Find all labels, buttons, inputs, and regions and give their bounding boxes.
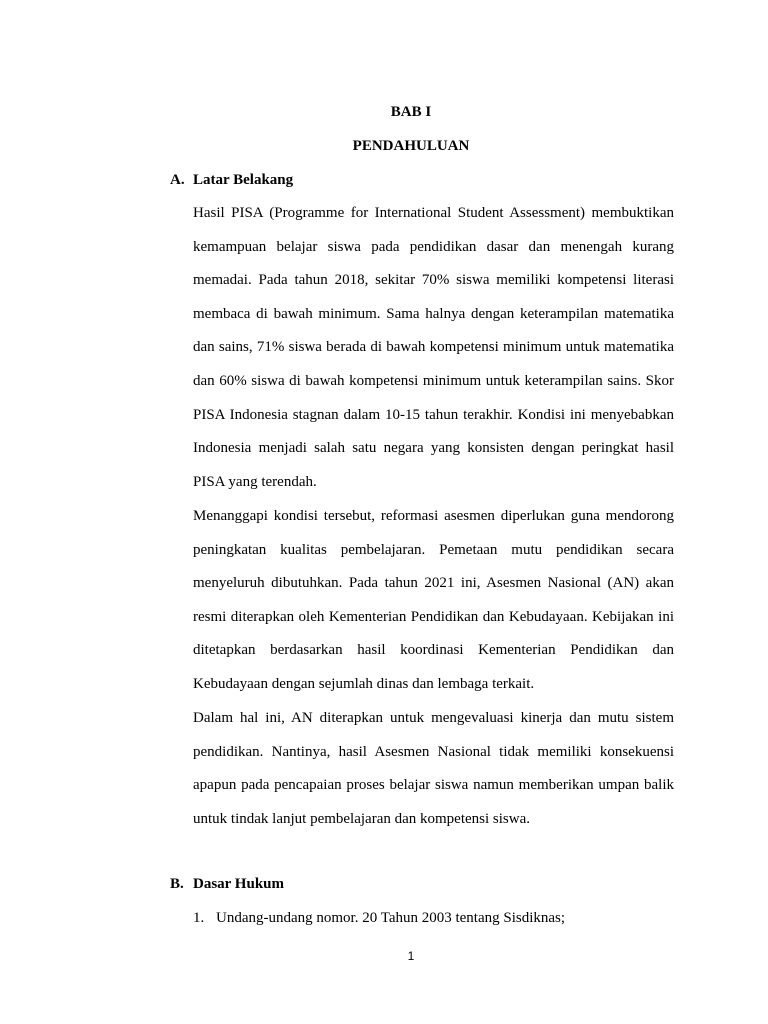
paragraph: Menanggapi kondisi tersebut, reformasi asesmen diperlukan guna mendorong peningkatan kualitas pembelajaran. Pemetaan mutu pendidikan secara menyeluruh dibutuhkan. Pada tahun 2021 ini, Asesmen Nasional (AN) akan resmi diterapkan oleh Kementerian Pendidikan dan Kebudayaan. Kebijakan ini ditetapkan berdasarkan hasil koordinasi Kementerian Pendidikan dan Kebudayaan dengan sejumlah dinas dan lembaga terkait. — [193, 508, 674, 692]
section-heading-dasar-hukum — [170, 874, 284, 894]
section-heading-latar-belakang — [170, 170, 293, 190]
section-letter: B. — [170, 876, 184, 892]
page-number: 1 — [407, 949, 415, 963]
list-item-number: 1. — [193, 910, 205, 926]
section-letter: A. — [170, 172, 185, 188]
paragraph: Dalam hal ini, AN diterapkan untuk mengevaluasi kinerja dan mutu sistem pendidikan. Nantinya, hasil Asesmen Nasional tidak memiliki konsekuensi apapun pada pencapaian proses belajar siswa namun memberikan umpan balik untuk tindak lanjut pembelajaran dan kompetensi siswa. — [193, 710, 674, 827]
list-item-text: Undang-undang nomor. 20 Tahun 2003 tentang Sisdiknas; — [216, 910, 566, 926]
section-title: Latar Belakang — [193, 172, 294, 188]
list-item — [193, 908, 565, 928]
section-title: Dasar Hukum — [193, 876, 284, 892]
chapter-number: BAB I — [390, 104, 432, 120]
legal-basis-list — [193, 908, 565, 928]
paragraph: Hasil PISA (Programme for International Student Assessment) membuktikan kemampuan belajar siswa pada pendidikan dasar dan menengah kurang memadai. Pada tahun 2018, sekitar 70% siswa memiliki kompetensi literasi membaca di bawah minimum. Sama halnya dengan keterampilan matematika dan sains, 71% siswa berada di bawah kompetensi minimum untuk matematika dan 60% siswa di bawah kompetensi minimum untuk keterampilan sains. Skor PISA Indonesia stagnan dalam 10-15 tahun terakhir. Kondisi ini menyebabkan Indonesia menjadi salah satu negara yang konsisten dengan peringkat hasil PISA yang terendah. — [193, 205, 674, 490]
chapter-title: PENDAHULUAN — [352, 138, 470, 154]
